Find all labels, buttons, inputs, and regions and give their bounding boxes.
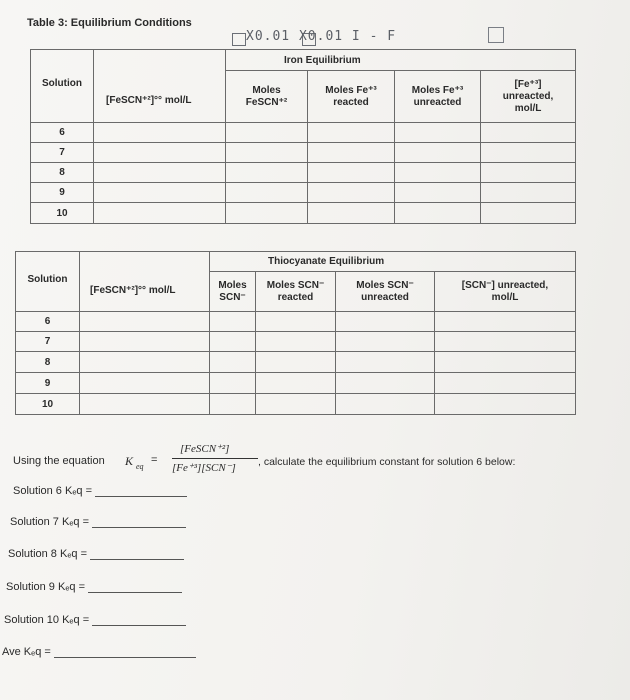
table-row: [31, 143, 576, 163]
handwritten-note: X0.01 X0.01 I - F: [246, 29, 397, 44]
iron-row-label: 7: [31, 143, 94, 163]
table-row: [31, 123, 576, 143]
thio-row-label: 6: [16, 312, 80, 332]
iron-row-label: 10: [31, 203, 94, 224]
equation-equals: =: [151, 454, 158, 466]
handwritten-checkbox: [488, 27, 504, 43]
equation-prefix: Using the equation: [13, 455, 105, 467]
keq-subscript: eq: [136, 462, 144, 471]
thio-header-conc: [FeSCN⁺²]°° mol/L: [80, 272, 210, 312]
thio-row-label: 7: [16, 332, 80, 352]
answer-blank[interactable]: [88, 580, 182, 593]
table-row: [16, 394, 576, 415]
answer-line-solution-10: Solution 10 Kₑq =: [4, 613, 186, 626]
table-row: [16, 332, 576, 352]
equation-denominator: [Fe⁺³][SCN⁻]: [172, 462, 236, 474]
fraction-bar: [172, 458, 258, 459]
iron-header-moles-fe-unreacted: Moles Fe⁺³ unreacted: [395, 71, 481, 123]
answer-line-solution-9: Solution 9 Kₑq =: [6, 580, 182, 593]
table-row: [16, 373, 576, 394]
thio-row-label: 9: [16, 373, 80, 394]
answer-line-solution-8: Solution 8 Kₑq =: [8, 547, 184, 560]
table-row: [31, 203, 576, 224]
table-title: Table 3: Equilibrium Conditions: [27, 17, 192, 29]
table-row: [31, 183, 576, 203]
thiocyanate-equilibrium-table: [15, 251, 576, 415]
answer-line-solution-6: Solution 6 Kₑq =: [13, 484, 187, 497]
answer-blank[interactable]: [92, 515, 186, 528]
answer-line-solution-7: Solution 7 Kₑq =: [10, 515, 186, 528]
iron-section-title: Iron Equilibrium: [226, 50, 576, 71]
thio-row-label: 10: [16, 394, 80, 415]
equation-suffix: , calculate the equilibrium constant for solution 6 below:: [258, 456, 516, 468]
answer-blank[interactable]: [95, 484, 187, 497]
iron-row-label: 6: [31, 123, 94, 143]
iron-header-fe-unreacted: [Fe⁺³] unreacted, mol/L: [481, 71, 576, 123]
handwritten-checkbox: [232, 33, 246, 46]
keq-symbol: K: [125, 454, 134, 468]
iron-header-moles-fe-reacted: Moles Fe⁺³ reacted: [308, 71, 395, 123]
answer-blank[interactable]: [90, 547, 184, 560]
thio-header-moles-scn-reacted: Moles SCN⁻ reacted: [256, 272, 336, 312]
answer-blank[interactable]: [54, 645, 196, 658]
table-row: [16, 312, 576, 332]
thio-header-moles-scn: Moles SCN⁻: [210, 272, 256, 312]
thio-row-label: 8: [16, 352, 80, 373]
iron-equilibrium-table: [30, 49, 576, 224]
equation-numerator: [FeSCN⁺²]: [180, 443, 230, 455]
iron-header-solution: Solution: [31, 50, 94, 123]
table-row: [31, 163, 576, 183]
answer-blank[interactable]: [92, 613, 186, 626]
iron-header-moles-fescn: Moles FeSCN⁺²: [226, 71, 308, 123]
thio-header-solution: Solution: [16, 252, 80, 312]
iron-header-conc: [FeSCN⁺²]°° mol/L: [94, 71, 226, 123]
thio-section-title: Thiocyanate Equilibrium: [210, 252, 576, 272]
table-row: [16, 352, 576, 373]
iron-row-label: 8: [31, 163, 94, 183]
answer-line-average: Ave Kₑq =: [2, 645, 196, 658]
thio-header-scn-unreacted: [SCN⁻] unreacted, mol/L: [435, 272, 576, 312]
iron-row-label: 9: [31, 183, 94, 203]
thio-header-moles-scn-unreacted: Moles SCN⁻ unreacted: [336, 272, 435, 312]
